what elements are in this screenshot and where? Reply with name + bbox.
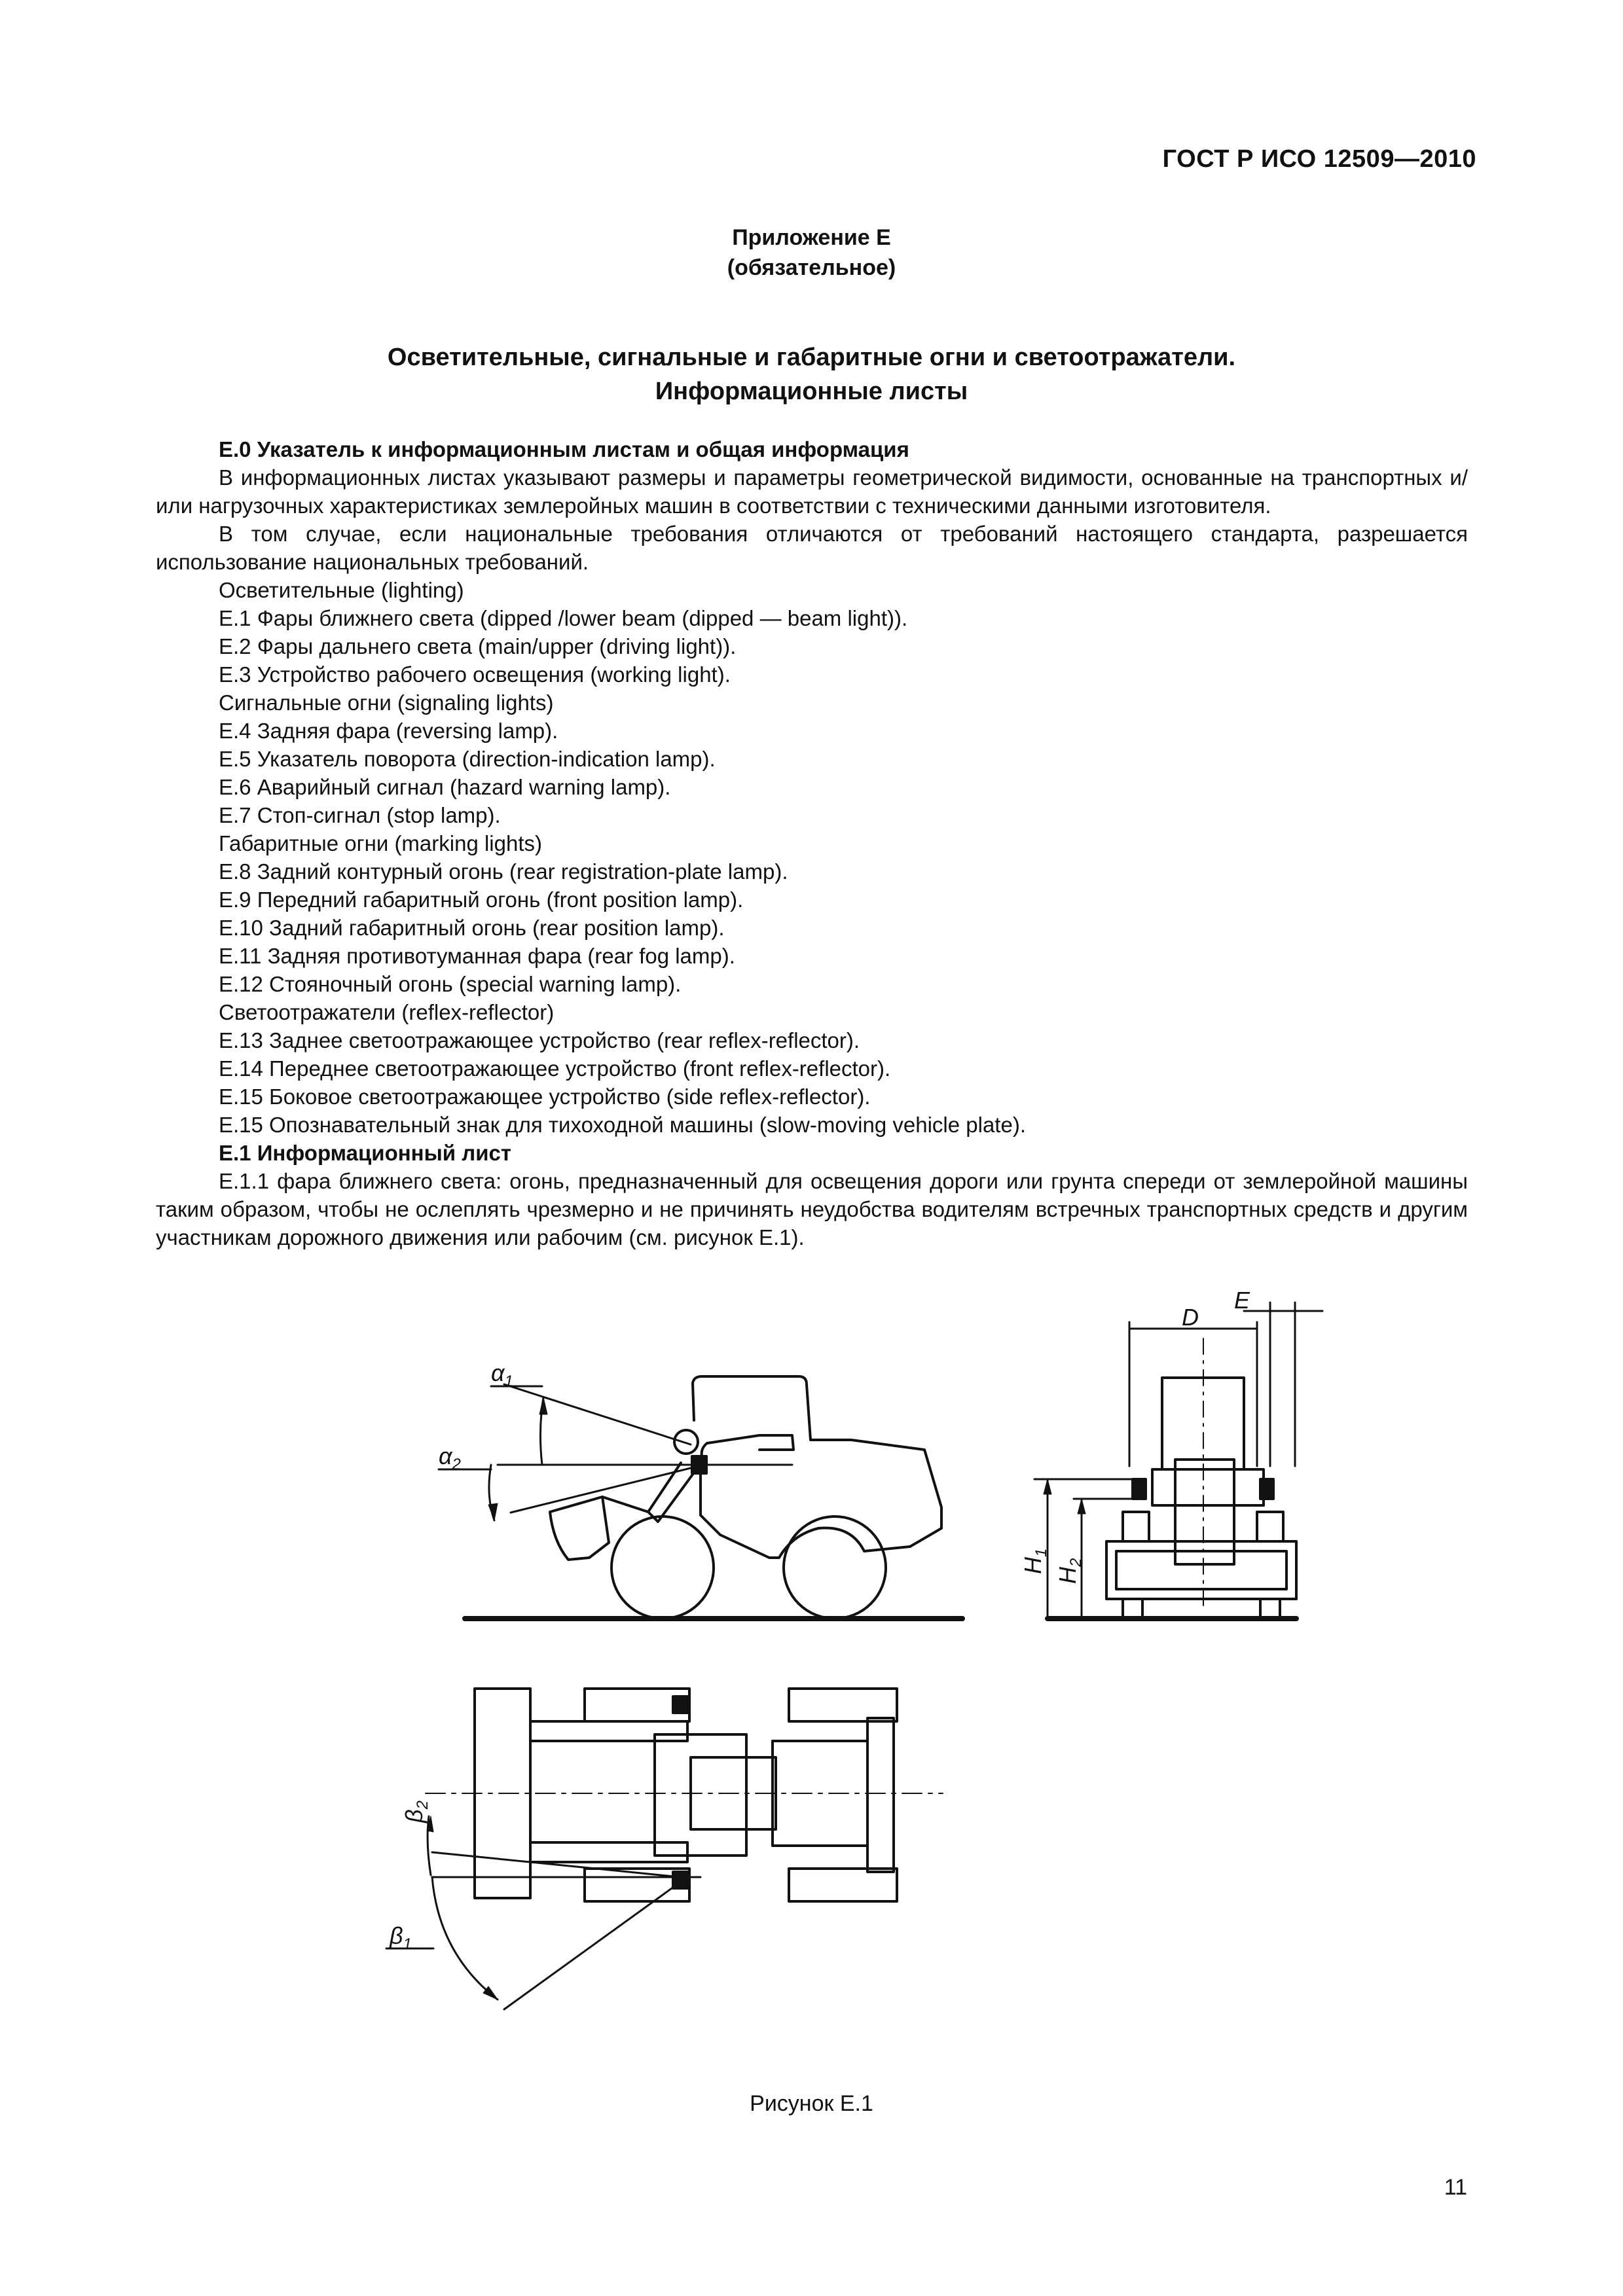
title-line-2: Информационные листы xyxy=(655,378,968,405)
list-item: Е.8 Задний контурный огонь (rear registration-plate lamp). xyxy=(219,859,788,884)
loader-top-view xyxy=(386,1689,943,2009)
list-item: Е.9 Передний габаритный огонь (front position lamp). xyxy=(219,888,744,912)
list-item: Сигнальные огни (signaling lights) xyxy=(219,691,554,715)
standard-code: ГОСТ Р ИСО 12509—2010 xyxy=(1162,145,1476,173)
bucket-link xyxy=(602,1497,648,1512)
front-lamp-right xyxy=(1260,1479,1273,1499)
page-number: 11 xyxy=(1444,2175,1467,2200)
label-e: E xyxy=(1234,1287,1250,1314)
list-item: Е.12 Стояночный огонь (special warning lamp). xyxy=(219,972,682,996)
list-item: Е.1 Фары ближнего света (dipped /lower beam (dipped — beam light)). xyxy=(219,606,908,630)
annex-heading xyxy=(0,223,1623,283)
label-beta2: $\beta_2$ xyxy=(401,1801,431,1823)
section-title xyxy=(0,340,1623,408)
top-wheel-rr xyxy=(789,1869,897,1901)
front-foot-left xyxy=(1123,1599,1142,1617)
front-frame xyxy=(1152,1469,1264,1505)
annex-label: Приложение Е xyxy=(732,225,891,250)
list-item: Е.11 Задняя противотуманная фара (rear fog lamp). xyxy=(219,944,735,968)
rear-wheel xyxy=(784,1516,886,1619)
paragraph: Е.1.1 фара ближнего света: огонь, предназначенный для освещения дороги или грунта спереди от землеройной машины таким образом, чтобы не ослеплять чрезмерно и не причинять неудобства водителям встречных транспортных средств и другим участникам дорожного движения или рабочим (см. рисунок Е.1). xyxy=(156,1169,1468,1249)
label-h2: $H_2$ xyxy=(1054,1558,1085,1584)
front-wheel xyxy=(611,1516,714,1619)
front-foot-right xyxy=(1260,1599,1280,1617)
document-body xyxy=(156,435,1468,1251)
paragraph: В информационных листах указывают размеры и параметры геометрической видимости, основанные на транспортных и/или нагрузочных характеристиках землеройных машин в соответствии с техническими данными изготовителя. xyxy=(156,465,1468,518)
list-item: Е.15 Боковое светоотражающее устройство (side reflex-reflector). xyxy=(219,1085,871,1109)
label-d: D xyxy=(1182,1304,1199,1331)
list-item: Е.14 Переднее светоотражающее устройство (front reflex-reflector). xyxy=(219,1056,891,1081)
light-mount xyxy=(674,1430,698,1454)
list-item: Е.3 Устройство рабочего освещения (working light). xyxy=(219,662,731,687)
alpha1-arrow xyxy=(539,1397,547,1414)
beam-upper xyxy=(504,1384,691,1444)
bucket xyxy=(550,1497,609,1560)
figure-caption: Рисунок Е.1 xyxy=(750,2091,873,2116)
section-heading: Е.0 Указатель к информационным листам и общая информация xyxy=(219,437,909,461)
list-item: Е.2 Фары дальнего света (main/upper (driving light)). xyxy=(219,634,737,658)
list-item: Осветительные (lighting) xyxy=(219,578,464,602)
list-item: Е.10 Задний габаритный огонь (rear position lamp). xyxy=(219,916,725,940)
label-alpha1: $\alpha_1$ xyxy=(491,1359,513,1390)
front-left-wheel xyxy=(1123,1512,1149,1541)
list-item: Светоотражатели (reflex-reflector) xyxy=(219,1000,555,1024)
label-alpha2: $\alpha_2$ xyxy=(439,1443,461,1473)
beta2-line xyxy=(432,1852,681,1877)
loader-side-view xyxy=(439,1376,962,1619)
list-item: Габаритные огни (marking lights) xyxy=(219,831,543,855)
list-item: Е.7 Стоп-сигнал (stop lamp). xyxy=(219,803,501,827)
top-arm-upper xyxy=(530,1721,687,1741)
front-body xyxy=(1175,1460,1234,1564)
figure-drawing xyxy=(390,1287,1322,2019)
title-line-1: Осветительные, сигнальные и габаритные огни и светоотражатели. xyxy=(387,344,1236,371)
dim-h1-arrow xyxy=(1044,1479,1051,1494)
beta1-arc xyxy=(432,1877,498,2000)
engine-hood xyxy=(702,1435,793,1456)
dim-h2-arrow xyxy=(1078,1499,1085,1514)
lift-arm xyxy=(648,1463,694,1522)
section-heading: Е.1 Информационный лист xyxy=(219,1141,511,1165)
list-item: Е.4 Задняя фара (reversing lamp). xyxy=(219,719,558,743)
front-lamp-left xyxy=(1133,1479,1146,1499)
label-beta1: $\beta_1$ xyxy=(390,1922,412,1953)
top-lamp-upper xyxy=(673,1696,689,1713)
paragraph: В том случае, если национальные требования отличаются от требований настоящего стандарта, разрешается использование национальных требований. xyxy=(156,522,1468,574)
figure-e1 xyxy=(390,1287,1322,2019)
top-wheel-fr xyxy=(789,1689,897,1721)
top-arm-lower xyxy=(530,1842,687,1862)
front-right-wheel xyxy=(1257,1512,1283,1541)
cab-outline xyxy=(693,1376,941,1547)
list-item: Е.5 Указатель поворота (direction-indication lamp). xyxy=(219,747,716,771)
list-item: Е.15 Опознавательный знак для тихоходной машины (slow-moving vehicle plate). xyxy=(219,1113,1026,1137)
top-front-frame xyxy=(655,1734,746,1856)
label-h1: $H_1$ xyxy=(1019,1548,1050,1574)
annex-status: (обязательное) xyxy=(727,255,896,280)
list-item: Е.13 Заднее светоотражающее устройство (rear reflex-reflector). xyxy=(219,1028,860,1052)
top-counterweight xyxy=(867,1718,894,1872)
list-item: Е.6 Аварийный сигнал (hazard warning lamp). xyxy=(219,775,671,799)
front-bucket-inner xyxy=(1116,1551,1286,1589)
